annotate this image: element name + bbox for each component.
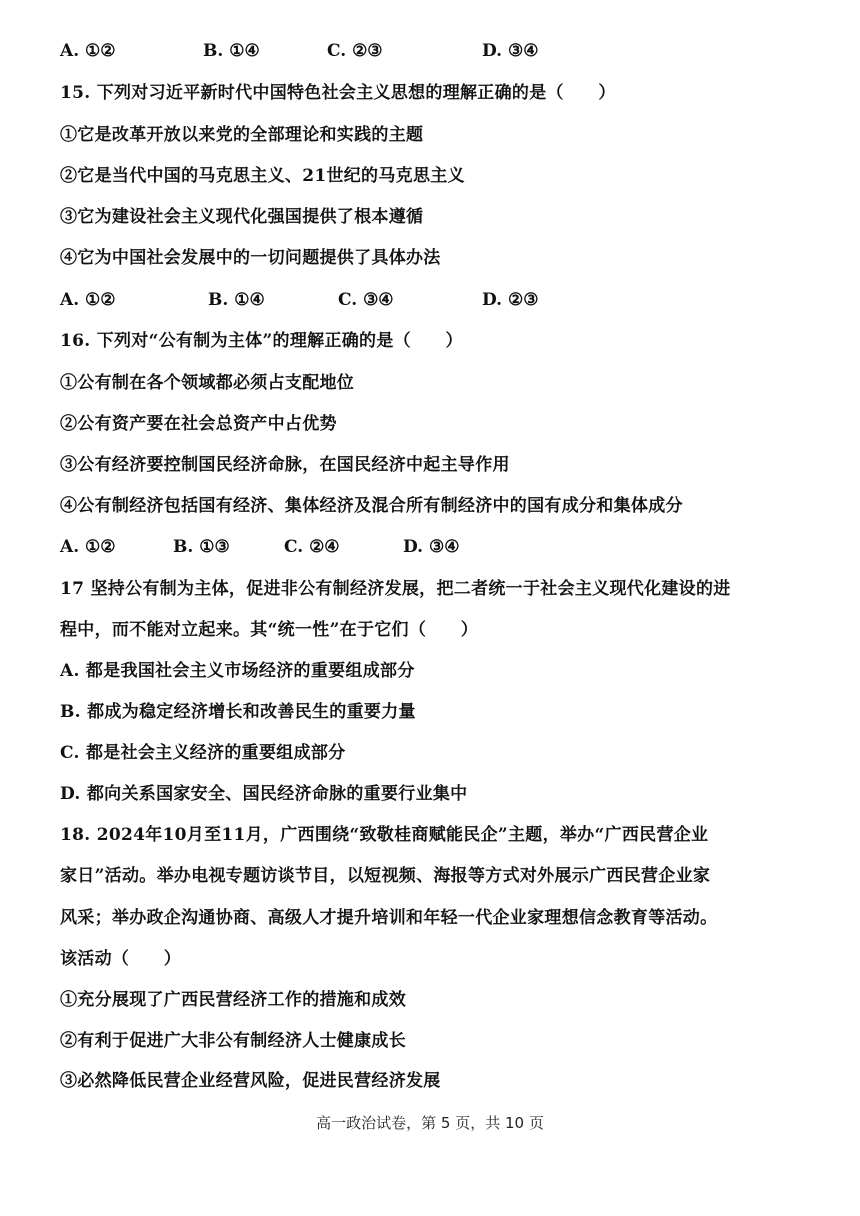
q14-option-a: A. ①② — [60, 41, 116, 61]
page-footer: 高一政治试卷，第 5 页，共 10 页 — [316, 1114, 544, 1132]
q18-stem-line-4: 该活动（ ） — [60, 949, 182, 969]
q18-item-3: ③必然降低民营企业经营风险，促进民营经济发展 — [60, 1071, 441, 1091]
q15-option-d: D. ②③ — [482, 290, 539, 310]
q15-stem: 15. 下列对习近平新时代中国特色社会主义思想的理解正确的是（ ） — [60, 83, 616, 103]
q18-item-1: ①充分展现了广西民营经济工作的措施和成效 — [60, 990, 406, 1010]
q17-option-a: A. 都是我国社会主义市场经济的重要组成部分 — [60, 661, 415, 681]
q17-option-b: B. 都成为稳定经济增长和改善民生的重要力量 — [60, 702, 416, 722]
q18-stem-line-3: 风采；举办政企沟通协商、高级人才提升培训和年轻一代企业家理想信念教育等活动。 — [60, 908, 718, 928]
q16-option-c: C. ②④ — [284, 537, 340, 557]
q15-item-4: ④它为中国社会发展中的一切问题提供了具体办法 — [60, 248, 441, 268]
q18-stem-line-1: 18. 2024年10月至11月，广西围绕“致敬桂商赋能民企”主题，举办“广西民营企业 — [60, 825, 709, 845]
q15-item-3: ③它为建设社会主义现代化强国提供了根本遵循 — [60, 207, 424, 227]
q17-option-d: D. 都向关系国家安全、国民经济命脉的重要行业集中 — [60, 784, 468, 804]
q14-option-b: B. ①④ — [203, 41, 260, 61]
q17-stem-line-1: 17 坚持公有制为主体，促进非公有制经济发展，把二者统一于社会主义现代化建设的进 — [60, 579, 731, 599]
q17-stem-line-2: 程中，而不能对立起来。其“统一性”在于它们（ ） — [60, 620, 479, 640]
q16-item-4: ④公有制经济包括国有经济、集体经济及混合所有制经济中的国有成分和集体成分 — [60, 496, 683, 516]
q17-option-c: C. 都是社会主义经济的重要组成部分 — [60, 743, 346, 763]
q15-item-2: ②它是当代中国的马克思主义、21世纪的马克思主义 — [60, 166, 465, 186]
q18-stem-line-2: 家日”活动。举办电视专题访谈节目，以短视频、海报等方式对外展示广西民营企业家 — [60, 866, 711, 886]
q15-option-b: B. ①④ — [208, 290, 265, 310]
q18-item-2: ②有利于促进广大非公有制经济人士健康成长 — [60, 1031, 406, 1051]
q14-option-d: D. ③④ — [482, 41, 539, 61]
q14-option-c: C. ②③ — [327, 41, 383, 61]
q15-option-a: A. ①② — [60, 290, 116, 310]
q16-option-d: D. ③④ — [403, 537, 460, 557]
q16-option-a: A. ①② — [60, 537, 116, 557]
q16-stem: 16. 下列对“公有制为主体”的理解正确的是（ ） — [60, 331, 463, 351]
q16-item-2: ②公有资产要在社会总资产中占优势 — [60, 414, 337, 434]
q15-option-c: C. ③④ — [338, 290, 394, 310]
q16-item-1: ①公有制在各个领域都必须占支配地位 — [60, 373, 355, 393]
q16-option-b: B. ①③ — [173, 537, 230, 557]
q15-item-1: ①它是改革开放以来党的全部理论和实践的主题 — [60, 125, 424, 145]
q16-item-3: ③公有经济要控制国民经济命脉，在国民经济中起主导作用 — [60, 455, 510, 475]
